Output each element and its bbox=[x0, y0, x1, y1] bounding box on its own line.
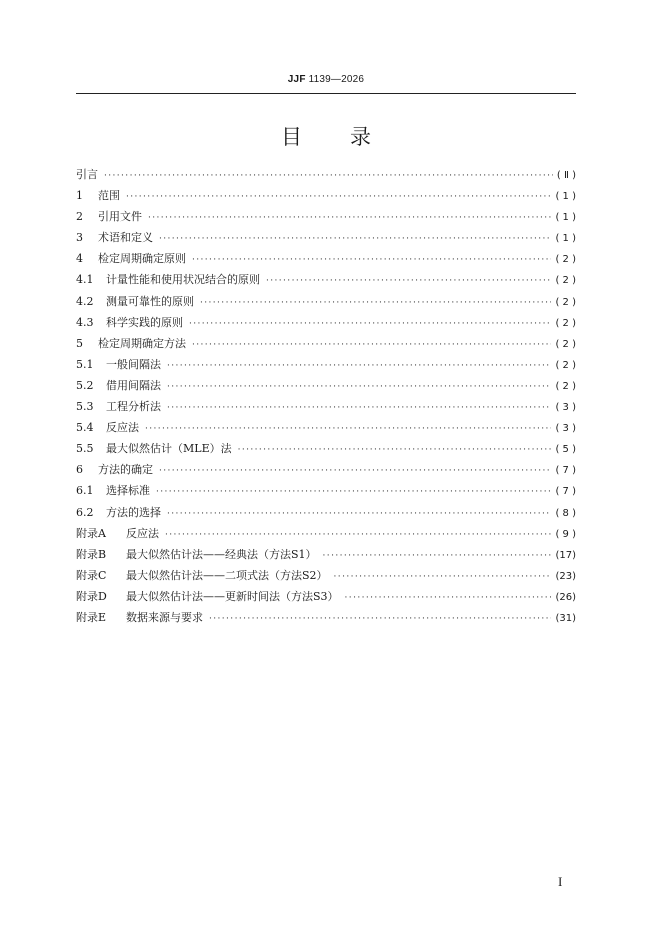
toc-entry[interactable] bbox=[76, 525, 576, 546]
toc-entry[interactable] bbox=[76, 166, 576, 187]
toc-entry-number: 3 bbox=[76, 231, 83, 245]
toc-entry[interactable] bbox=[76, 504, 576, 525]
toc-entry-page: ( 2 ) bbox=[555, 338, 576, 350]
toc-entry-number: 4.3 bbox=[76, 315, 94, 329]
toc-entry-page: ( 2 ) bbox=[555, 380, 576, 392]
toc-entry-number: 5.1 bbox=[76, 357, 94, 371]
toc-leader-dots bbox=[238, 445, 552, 455]
toc-leader-dots bbox=[165, 530, 551, 540]
toc-entry-page: ( 7 ) bbox=[555, 486, 576, 498]
toc-entry-page: ( 5 ) bbox=[555, 444, 576, 456]
toc-entry-title: 最大似然估计法——经典法（方法S1） bbox=[126, 547, 317, 561]
toc-entry-number: 4.1 bbox=[76, 273, 94, 287]
toc-entry-title: 选择标准 bbox=[106, 484, 150, 498]
toc-leader-dots bbox=[189, 319, 551, 329]
toc-entry-page: ( 8 ) bbox=[555, 507, 576, 519]
page-number: I bbox=[558, 874, 563, 889]
toc-leader-dots bbox=[345, 593, 552, 603]
header-rule bbox=[76, 93, 576, 94]
toc-entry-page: ( 2 ) bbox=[555, 275, 576, 287]
toc-entry-title: 引言 bbox=[76, 168, 98, 181]
toc-entry-page: (26) bbox=[555, 591, 576, 603]
toc-entry-page: ( 9 ) bbox=[555, 528, 576, 540]
toc-entry-page: (17) bbox=[555, 549, 576, 561]
toc-entry-number: 5.2 bbox=[76, 378, 94, 392]
toc-entry-page: (23) bbox=[555, 570, 576, 582]
toc-entry[interactable] bbox=[76, 588, 576, 609]
toc-entry[interactable] bbox=[76, 567, 576, 588]
toc-entry[interactable] bbox=[76, 187, 576, 208]
toc-entry-title: 方法的确定 bbox=[98, 463, 153, 477]
toc-entry-number: 5.5 bbox=[76, 442, 94, 456]
toc-entry-number: 附录A bbox=[76, 526, 106, 540]
toc-entry-number: 5.3 bbox=[76, 400, 94, 414]
toc-entry-number: 附录E bbox=[76, 610, 107, 624]
toc-leader-dots bbox=[167, 403, 551, 413]
table-of-contents bbox=[76, 166, 576, 630]
toc-entry[interactable] bbox=[76, 335, 576, 356]
toc-leader-dots bbox=[159, 466, 551, 476]
toc-entry[interactable] bbox=[76, 293, 576, 314]
toc-entry-page: ( Ⅱ ) bbox=[556, 170, 576, 181]
toc-entry-title: 检定周期确定原则 bbox=[98, 252, 186, 266]
toc-entry-number: 附录D bbox=[76, 589, 107, 603]
toc-entry-page: ( 1 ) bbox=[555, 191, 576, 203]
toc-entry-title: 最大似然估计法——二项式法（方法S2） bbox=[126, 568, 328, 582]
toc-entry-page: ( 7 ) bbox=[555, 465, 576, 477]
standard-prefix: JJF bbox=[287, 74, 306, 85]
running-header bbox=[76, 74, 576, 85]
toc-entry-number: 5 bbox=[76, 336, 83, 350]
toc-entry-title: 方法的选择 bbox=[106, 505, 161, 519]
toc-entry-number: 1 bbox=[76, 189, 83, 203]
toc-entry-number: 附录B bbox=[76, 547, 107, 561]
toc-entry-page: (31) bbox=[555, 612, 576, 624]
toc-leader-dots bbox=[192, 255, 551, 265]
toc-entry-number: 5.4 bbox=[76, 421, 94, 435]
toc-leader-dots bbox=[266, 276, 551, 286]
toc-leader-dots bbox=[334, 572, 552, 582]
toc-entry[interactable] bbox=[76, 271, 576, 292]
toc-entry-title: 一般间隔法 bbox=[106, 357, 161, 371]
toc-entry-page: ( 1 ) bbox=[555, 212, 576, 224]
toc-entry[interactable] bbox=[76, 229, 576, 250]
toc-entry[interactable] bbox=[76, 440, 576, 461]
toc-leader-dots bbox=[148, 213, 551, 223]
toc-entry-page: ( 3 ) bbox=[555, 423, 576, 435]
toc-entry-title: 检定周期确定方法 bbox=[98, 336, 186, 350]
toc-entry-number: 6.2 bbox=[76, 505, 94, 519]
toc-entry-title: 术语和定义 bbox=[98, 231, 153, 245]
toc-entry-number: 2 bbox=[76, 210, 83, 224]
toc-entry[interactable] bbox=[76, 546, 576, 567]
toc-entry-title: 最大似然估计（MLE）法 bbox=[106, 442, 232, 456]
toc-entry-page: ( 2 ) bbox=[555, 359, 576, 371]
toc-entry[interactable] bbox=[76, 609, 576, 630]
toc-entry[interactable] bbox=[76, 419, 576, 440]
toc-entry[interactable] bbox=[76, 482, 576, 503]
toc-leader-dots bbox=[167, 361, 551, 371]
toc-leader-dots bbox=[167, 382, 551, 392]
toc-entry-title: 范围 bbox=[98, 189, 120, 203]
toc-entry-title: 反应法 bbox=[106, 421, 139, 435]
toc-entry[interactable] bbox=[76, 208, 576, 229]
toc-entry-title: 计量性能和使用状况结合的原则 bbox=[106, 273, 260, 287]
toc-entry-number: 6 bbox=[76, 463, 83, 477]
toc-entry-title: 反应法 bbox=[126, 526, 159, 540]
toc-entry-page: ( 2 ) bbox=[555, 254, 576, 266]
toc-entry-title: 借用间隔法 bbox=[106, 378, 161, 392]
toc-leader-dots bbox=[209, 614, 551, 624]
toc-entry-title: 科学实践的原则 bbox=[106, 315, 183, 329]
toc-entry-title: 最大似然估计法——更新时间法（方法S3） bbox=[126, 589, 339, 603]
toc-leader-dots bbox=[145, 424, 551, 434]
toc-leader-dots bbox=[159, 234, 551, 244]
toc-entry[interactable] bbox=[76, 398, 576, 419]
toc-entry-page: ( 3 ) bbox=[555, 402, 576, 414]
toc-leader-dots bbox=[323, 551, 552, 561]
standard-number: 1139—2026 bbox=[308, 74, 365, 85]
toc-entry[interactable] bbox=[76, 356, 576, 377]
page-title: 目录 bbox=[281, 125, 419, 149]
toc-entry-page: ( 2 ) bbox=[555, 317, 576, 329]
toc-entry-number: 4.2 bbox=[76, 294, 94, 308]
toc-entry-page: ( 1 ) bbox=[555, 233, 576, 245]
toc-leader-dots bbox=[126, 192, 551, 202]
toc-entry-title: 引用文件 bbox=[98, 210, 142, 224]
toc-entry[interactable] bbox=[76, 377, 576, 398]
toc-entry[interactable] bbox=[76, 314, 576, 335]
toc-leader-dots bbox=[192, 340, 551, 350]
toc-entry[interactable] bbox=[76, 461, 576, 482]
toc-entry-page: ( 2 ) bbox=[555, 296, 576, 308]
toc-leader-dots bbox=[200, 298, 551, 308]
toc-leader-dots bbox=[167, 509, 551, 519]
toc-leader-dots bbox=[104, 171, 553, 181]
toc-leader-dots bbox=[156, 487, 551, 497]
toc-entry-number: 6.1 bbox=[76, 484, 94, 498]
toc-entry-number: 4 bbox=[76, 252, 83, 266]
toc-entry-number: 附录C bbox=[76, 568, 107, 582]
toc-entry-title: 工程分析法 bbox=[106, 400, 161, 414]
toc-entry[interactable] bbox=[76, 250, 576, 271]
toc-entry-title: 数据来源与要求 bbox=[126, 610, 203, 624]
toc-entry-title: 测量可靠性的原则 bbox=[106, 294, 194, 308]
